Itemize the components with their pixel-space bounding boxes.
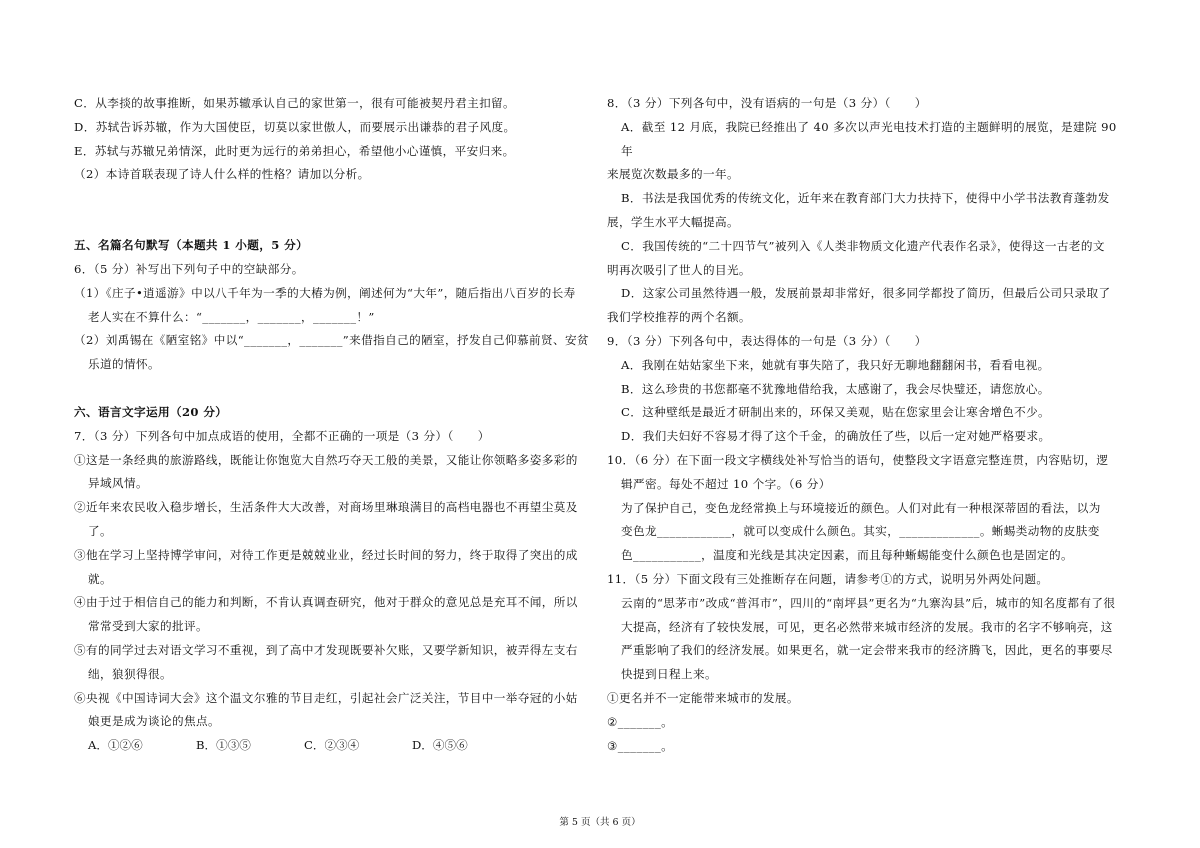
sentence-3-line1: ③他在学习上坚持博学审问，对待工作更是兢兢业业，经过长时间的努力，终于取得了突出的成: [74, 547, 578, 562]
question-6-1-line1: （1）《庄子•逍遥游》中以八千年为一季的大椿为例，阐述何为“大年”，随后指出八百岁的长寿: [74, 285, 576, 300]
option-a: A．①②⑥: [88, 738, 143, 753]
question-7-options: [74, 734, 596, 758]
right-column: [607, 92, 1129, 758]
passage-11-line4: 快提到日程上来。: [621, 667, 717, 682]
sentence-5-line1: ⑤有的同学过去对语文学习不重视，到了高中才发现既要补欠账，又要学新知识，被弄得左支右: [74, 642, 578, 657]
q8-option-d-line2: 我们学校推荐的两个名额。: [607, 310, 751, 325]
answer-11-3: ③_______。: [607, 738, 674, 753]
question-8: 8．（3 分）下列各句中，没有语病的一句是（3 分）（ ）: [607, 96, 927, 110]
sentence-3-line2: 就。: [88, 571, 112, 586]
question-6-2-line2: 乐道的情怀。: [88, 357, 160, 372]
q8-option-c-line2: 明再次吸引了世人的目光。: [607, 262, 751, 277]
sentence-1-line1: ①这是一条经典的旅游路线，既能让你饱览大自然巧夺天工般的美景，又能让你领略多姿多彩的: [74, 452, 578, 467]
q9-option-c: C．这种壁纸是最近才研制出来的，环保又美观，贴在您家里会让寒舍增色不少。: [621, 405, 1051, 420]
page-footer: 第 5 页（共 6 页）: [559, 817, 641, 828]
q8-option-b-line2: 展，学生水平大幅提高。: [607, 214, 739, 229]
section-6-heading: 六、语言文字运用（20 分）: [74, 404, 228, 419]
answer-space: [74, 187, 596, 234]
sentence-5-line2: 绌，狼狈得很。: [88, 666, 172, 681]
question-10-line1: 10．（6 分）在下面一段文字横线处补写恰当的语句，使整段文字语意完整连贯，内容贴切，逻: [607, 452, 1109, 467]
sentence-2-line1: ②近年来农民收入稳步增长，生活条件大大改善，对商场里琳琅满目的高档电器也不再望尘莫及: [74, 500, 578, 515]
passage-11-line3: 严重影响了我们的经济发展。如果更名，就一定会带来我市的经济腾飞，因此，更名的事要尽: [621, 643, 1113, 658]
q8-option-a-line2: 来展览次数最多的一年。: [607, 167, 739, 182]
q9-option-d: D．我们夫妇好不容易才得了这个千金，的确放任了些，以后一定对她严格要求。: [621, 429, 1051, 444]
question-10-line2: 辑严密。每处不超过 10 个字。（6 分）: [621, 476, 831, 491]
answer-11-1: ①更名并不一定能带来城市的发展。: [607, 690, 799, 705]
option-b: B．①③⑤: [196, 738, 251, 753]
question-7: 7．（3 分）下列各句中加点成语的使用，全都不正确的一项是（3 分）（ ）: [74, 428, 490, 443]
sentence-4-line2: 常常受到大家的批评。: [88, 619, 208, 634]
section-gap: [74, 377, 596, 401]
question-9: 9．（3 分）下列各句中，表达得体的一句是（3 分）（ ）: [607, 333, 927, 348]
option-c: C．②③④: [304, 738, 360, 753]
left-column: [74, 92, 596, 758]
question-6: 6．（5 分）补写出下列句子中的空缺部分。: [74, 261, 304, 276]
question-2: （2）本诗首联表现了诗人什么样的性格？请加以分析。: [74, 167, 370, 182]
question-11: 11．（5 分）下面文段有三处推断存在问题，请参考①的方式，说明另外两处问题。: [607, 571, 1049, 586]
q8-option-c-line1: C．我国传统的“二十四节气”被列入《人类非物质文化遗产代表作名录》，使得这一古老的文: [621, 238, 1105, 253]
section-5-heading: 五、名篇名句默写（本题共 1 小题，5 分）: [74, 238, 309, 253]
q8-option-a-line1: A．截至 12 月底，我院已经推出了 40 多次以声光电技术打造的主题鲜明的展览，是建院 90 年: [621, 119, 1117, 158]
passage-10-line3: 色___________，温度和光线是其决定因素，而且每种蜥蜴能变什么颜色也是固定的。: [621, 548, 1073, 563]
passage-11-line2: 大提高，经济有了较快发展，可见，更名必然带来城市经济的发展。我市的名字不够响亮，这: [621, 619, 1113, 634]
q9-option-b: B．这么珍贵的书您都毫不犹豫地借给我，太感谢了，我会尽快璧还，请您放心。: [621, 381, 1050, 396]
question-6-2-line1: （2）刘禹锡在《陋室铭》中以“_______，_______”来借指自己的陋室，抒发自己仰慕前贤、安贫: [74, 333, 589, 348]
sentence-4-line1: ④由于过于相信自己的能力和判断，不肯认真调查研究，他对于群众的意见总是充耳不闻，所以: [74, 595, 578, 610]
option-d: D．④⑤⑥: [412, 738, 468, 753]
q8-option-b-line1: B．书法是我国优秀的传统文化，近年来在教育部门大力扶持下，使得中小学书法教育蓬勃发: [621, 191, 1110, 206]
option-d: D．苏轼告诉苏辙，作为大国使臣，切莫以家世傲人，而要展示出谦恭的君子风度。: [74, 119, 516, 134]
q9-option-a: A．我刚在姑姑家坐下来，她就有事失陪了，我只好无聊地翻翻闲书，看看电视。: [621, 357, 1050, 372]
q8-option-d-line1: D．这家公司虽然待遇一般，发展前景却非常好，很多同学都投了简历，但最后公司只录取了: [621, 286, 1111, 301]
sentence-6-line1: ⑥央视《中国诗词大会》这个温文尔雅的节目走红，引起社会广泛关注，节目中一举夺冠的小姑: [74, 690, 578, 705]
sentence-2-line2: 了。: [88, 523, 112, 538]
option-e: E．苏轼与苏辙兄弟情深，此时更为远行的弟弟担心，希望他小心谨慎，平安归来。: [74, 143, 515, 158]
option-c: C．从李掞的故事推断，如果苏辙承认自己的家世第一，很有可能被契丹君主扣留。: [74, 96, 516, 110]
passage-10-line1: 为了保护自己，变色龙经常换上与环境接近的颜色。人们对此有一种根深蒂固的看法，以为: [621, 500, 1101, 515]
sentence-1-line2: 异域风情。: [88, 476, 148, 491]
passage-11-line1: 云南的“思茅市”改成“普洱市”，四川的“南坪县”更名为“九寨沟县”后，城市的知名度都有了很: [621, 595, 1116, 610]
passage-10-line2: 变色龙____________，就可以变成什么颜色。其实，_____________。蜥蜴类动物的皮肤变: [621, 524, 1100, 539]
question-6-1-line2: 老人实在不算什么：“_______，_______，_______！”: [88, 309, 375, 324]
sentence-6-line2: 娘更是成为谈论的焦点。: [88, 714, 220, 729]
answer-11-2: ②_______。: [607, 714, 674, 729]
